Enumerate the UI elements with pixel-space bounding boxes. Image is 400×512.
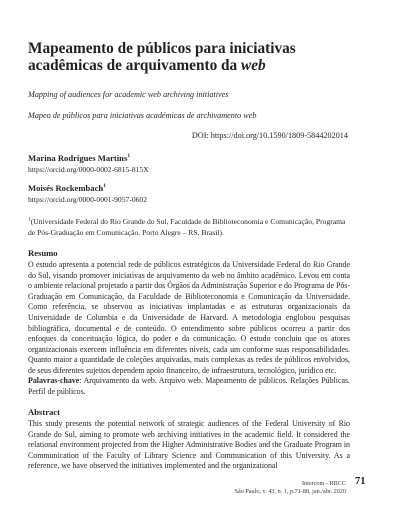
keywords [28, 376, 350, 397]
journal-footer [210, 480, 346, 496]
title-main: Mapeamento de públicos para iniciativas acadêmicas de arquivamento da [28, 40, 296, 74]
article-title [28, 40, 358, 74]
spanish-title: Mapeo de públicos para iniciativas académicas de archivamento web [28, 111, 257, 120]
resumo-heading: Resumo [28, 248, 58, 258]
journal-name: Intercom - RBCC [302, 480, 346, 487]
keywords-label: Palavras-chave [28, 376, 80, 385]
keywords-list: : Arquivamento da web. Arquivo web. Mapeamento de públicos. Relações Públicas. Perfil de públicos. [28, 376, 350, 396]
doi-link[interactable]: DOI: https://doi.org/10.1590/1809-5844202014 [191, 131, 348, 140]
author-1-orcid[interactable]: https://orcid.org/0000-0002-6815-815X [28, 165, 149, 174]
affiliation: $^1$(Universidade Federal do Rio Grande do Sul, Faculdade de Biblioteconomia e Comunicação, Programa de Pós-Graduação em Comunicação. Porto Alegre – RS, Brasil). [28, 216, 346, 237]
author-2-name: Moisés Rockembach$^1$ [28, 183, 106, 193]
author-1-name: Marina Rodrigues Martins$^1$ [28, 153, 131, 163]
english-title: Mapping of audiences for academic web archiving initiatives [28, 90, 229, 99]
abstract-text: This study presents the potential network of strategic audiences of the Federal University of Rio Grande do Sul, aiming to promote web archiving initiatives in the academic field. It considered the relational environment projected from the Higher Administrative Bodies and the Graduate Program in Communication of the Faculty of Library Science and Communication of this University. As a reference, we have observed the initiatives implemented and the organizational [28, 419, 350, 471]
abstract-heading: Abstract [28, 407, 60, 417]
page-number: 71 [355, 476, 366, 487]
resumo-text: O estudo apresenta a potencial rede de públicos estratégicos da Universidade Federal do Rio Grande do Sul, visando promover iniciativas de arquivamento da web no âmbito acadêmico. Levou em conta o ambiente relacional projetado a partir dos Órgãos da Administração Superior e do Programa de Pós-Graduação em Comunicação, da Faculdade de Biblioteconomia e Comunicação da Universidade. Como referência, se observou as iniciativas implantadas e as estruturas organizacionais da Universidade de Columbia e da Universidade de Harvard. A metodologia englobou pesquisas bibliográfica, documental e de conteúdo. O entendimento sobre públicos ocorreu a partir dos enfoques da conceituação lógica, do poder e da comunicação. O estudo concluiu que os atores organizacionais exercem influência em diferentes níveis, cada um conforme suas responsabilidades. Quanto maior a quantidade de coleções arquivadas, mais complexas as redes de públicos envolvidos, de seus diferentes sujeitos dependem apoio financeiro, de infraestrutura, tecnológico, jurídico etc. [28, 260, 350, 375]
author-2-orcid[interactable]: https://orcid.org/0000-0001-9057-0602 [28, 195, 148, 204]
title-emph: web [241, 57, 266, 74]
journal-citation: São Paulo, v. 43, n. 1, p.71-88, jan./abr. 2020 [234, 488, 346, 495]
